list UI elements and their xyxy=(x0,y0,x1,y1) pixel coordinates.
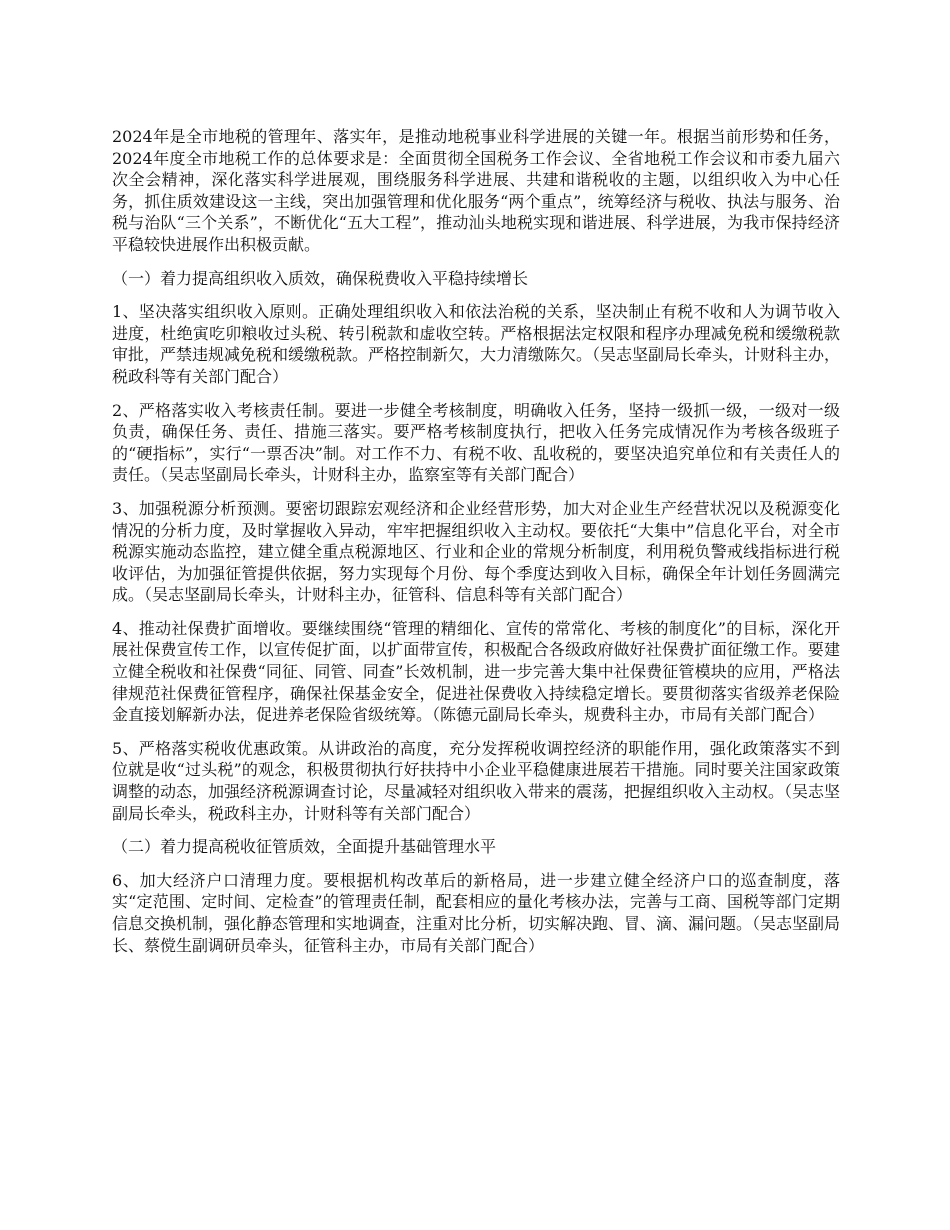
item-paragraph-2: 2、严格落实收入考核责任制。要进一步健全考核制度，明确收入任务，坚持一级抓一级，一级对一级负责，确保任务、责任、措施三落实。要严格考核制度执行，把收入任务完成情况作为考核各级班子的“硬指标”，实行“一票否决”制。对工作不力、有税不收、乱收税的，要坚决追究单位和有关责任人的责任。（吴志坚副局长牵头，计财科主办，监察室等有关部门配合） xyxy=(112,400,840,485)
item-paragraph-5: 5、严格落实税收优惠政策。从讲政治的高度，充分发挥税收调控经济的职能作用，强化政策落实不到位就是收“过头税”的观念，积极贯彻执行好扶持中小企业平稳健康进展若干措施。同时要关注国家政策调整的动态，加强经济税源调查讨论，尽量减轻对组织收入带来的震荡，把握组织收入主动权。（吴志坚副局长牵头，税政科主办，计财科等有关部门配合） xyxy=(112,738,841,823)
section-heading-2: （二）着力提高税收征管质效，全面提升基础管理水平 xyxy=(112,837,497,857)
item-paragraph-1: 1、坚决落实组织收入原则。正确处理组织收入和依法治税的关系，坚决制止有税不收和人为调节收入进度，杜绝寅吃卯粮收过头税、转引税款和虚收空转。严格根据法定权限和程序办理减免税和缓缴税款审批，严禁违规减免税和缓缴税款。严格控制新欠，大力清缴陈欠。（吴志坚副局长牵头，计财科主办，税政科等有关部门配合） xyxy=(112,302,841,386)
section-heading-1: （一）着力提高组织收入质效，确保税费收入平稳持续增长 xyxy=(112,268,529,288)
item-paragraph-3: 3、加强税源分析预测。要密切跟踪宏观经济和企业经营形势，加大对企业生产经营状况以及税源变化情况的分析力度，及时掌握收入异动，牢牢把握组织收入主动权。要依托“大集中”信息化平台，对全市税源实施动态监控，建立健全重点税源地区、行业和企业的常规分析制度，利用税负警戒线指标进行税收评估，为加强征管提供依据，努力实现每个月份、每个季度达到收入目标，确保全年计划任务圆满完成。（吴志坚副局长牵头，计财科主办，征管科、信息科等有关部门配合） xyxy=(112,498,840,605)
document-body xyxy=(112,126,840,968)
intro-paragraph: 2024年是全市地税的管理年、落实年，是推动地税事业科学进展的关键一年。根据当前形势和任务，2024年度全市地税工作的总体要求是：全面贯彻全国税务工作会议、全省地税工作会议和市委九届六次全会精神，深化落实科学进展观，围绕服务科学进展、共建和谐税收的主题，以组织收入为中心任务，抓住质效建设这一主线，突出加强管理和优化服务“两个重点”，统筹经济与税收、执法与服务、治税与治队“三个关系”，不断优化“五大工程”，推动汕头地税实现和谐进展、科学进展，为我市保持经济平稳较快进展作出积极贡献。 xyxy=(112,127,840,254)
item-paragraph-6: 6、加大经济户口清理力度。要根据机构改革后的新格局，进一步建立健全经济户口的巡查制度，落实“定范围、定时间、定检查”的管理责任制，配套相应的量化考核办法，完善与工商、国税等部门定期信息交换机制，强化静态管理和实地调查，注重对比分析，切实解决跑、冒、滴、漏问题。（吴志坚副局长、蔡傥生副调研员牵头，征管科主办，市局有关部门配合） xyxy=(112,870,841,955)
item-paragraph-4: 4、推动社保费扩面增收。要继续围绕“管理的精细化、宣传的常常化、考核的制度化”的目标，深化开展社保费宣传工作，以宣传促扩面，以扩面带宣传，积极配合各级政府做好社保费扩面征缴工作。要建立健全税收和社保费“同征、同管、同查”长效机制，进一步完善大集中社保费征管模块的应用，严格法律规范社保费征管程序，确保社保基金安全，促进社保费收入持续稳定增长。要贯彻落实省级养老保险金直接划解新办法，促进养老保险省级统筹。（陈德元副局长牵头，规费科主办，市局有关部门配合） xyxy=(112,618,840,725)
